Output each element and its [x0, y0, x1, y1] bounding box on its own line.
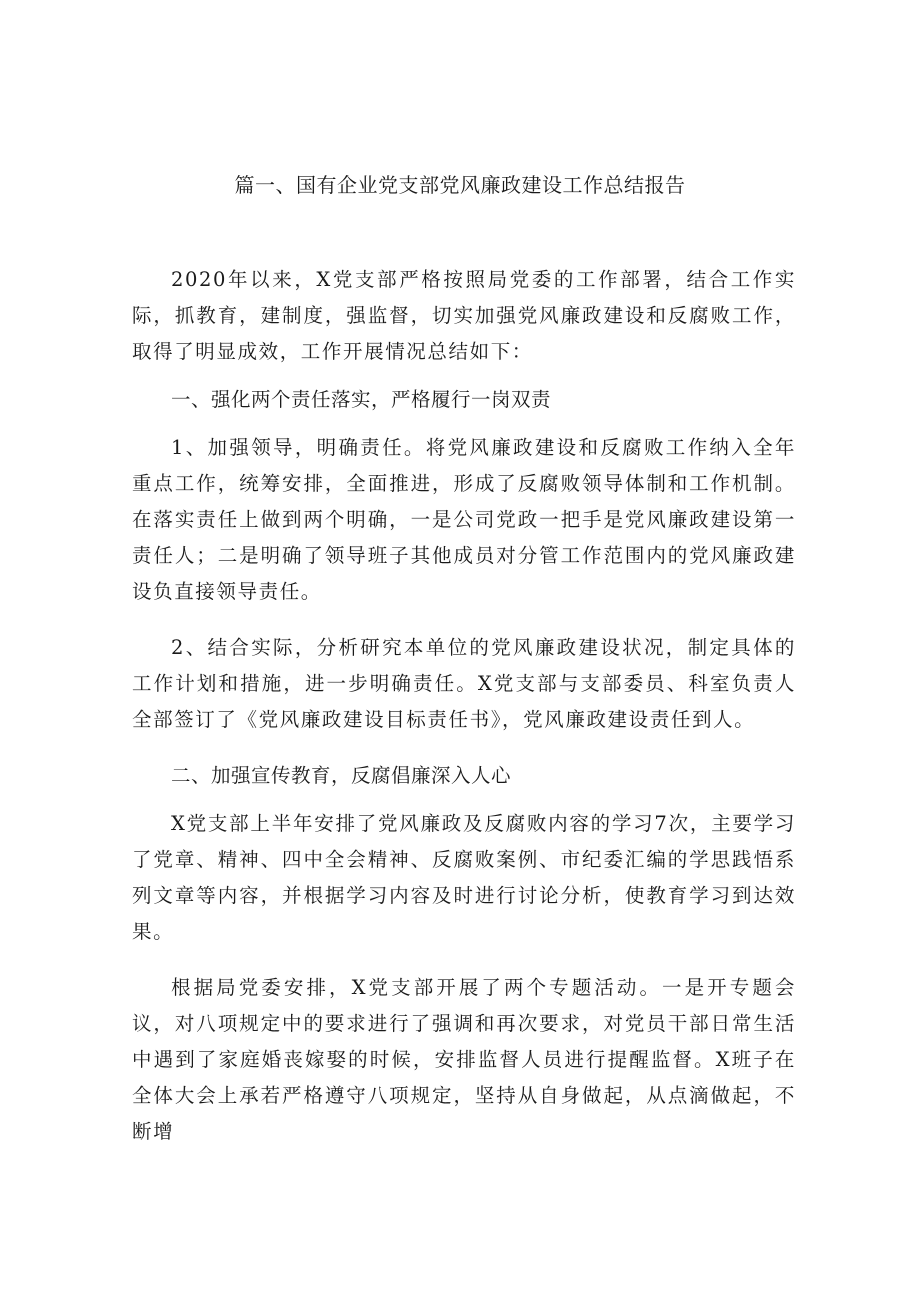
document-title: 篇一、国有企业党支部党风廉政建设工作总结报告	[234, 173, 686, 197]
section-1-paragraph-1: 1、加强领导，明确责任。将党风廉政建设和反腐败工作纳入全年重点工作，统筹安排，全面推进，形成了反腐败领导体制和工作机制。在落实责任上做到两个明确，一是公司党政一把手是党风廉政建设第一责任人；二是明确了领导班子其他成员对分管工作范围内的党风廉政建设负直接领导责任。	[132, 436, 796, 603]
document-body	[132, 262, 796, 1150]
section-1-heading: 一、强化两个责任落实，严格履行一岗双责	[171, 388, 552, 411]
section-2-heading: 二、加强宣传教育，反腐倡廉深入人心	[171, 764, 512, 787]
section-2-paragraph-1: X党支部上半年安排了党风廉政及反腐败内容的学习7次，主要学习了党章、精神、四中全会精神、反腐败案例、市纪委汇编的学思践悟系列文章等内容，并根据学习内容及时进行讨论分析，使教育学习到达效果。	[132, 812, 796, 943]
intro-paragraph: 2020年以来，X党支部严格按照局党委的工作部署，结合工作实际，抓教育，建制度，强监督，切实加强党风廉政建设和反腐败工作，取得了明显成效，工作开展情况总结如下：	[132, 268, 796, 363]
section-2-paragraph-2: 根据局党委安排，X党支部开展了两个专题活动。一是开专题会议，对八项规定中的要求进行了强调和再次要求，对党员干部日常生活中遇到了家庭婚丧嫁娶的时候，安排监督人员进行提醒监督。X班子在全体大会上承若严格遵守八项规定，坚持从自身做起，从点滴做起，不断增	[132, 976, 796, 1143]
section-1-paragraph-2: 2、结合实际，分析研究本单位的党风廉政建设状况，制定具体的工作计划和措施，进一步明确责任。X党支部与支部委员、科室负责人全部签订了《党风廉政建设目标责任书》，党风廉政建设责任到人。	[132, 636, 796, 731]
